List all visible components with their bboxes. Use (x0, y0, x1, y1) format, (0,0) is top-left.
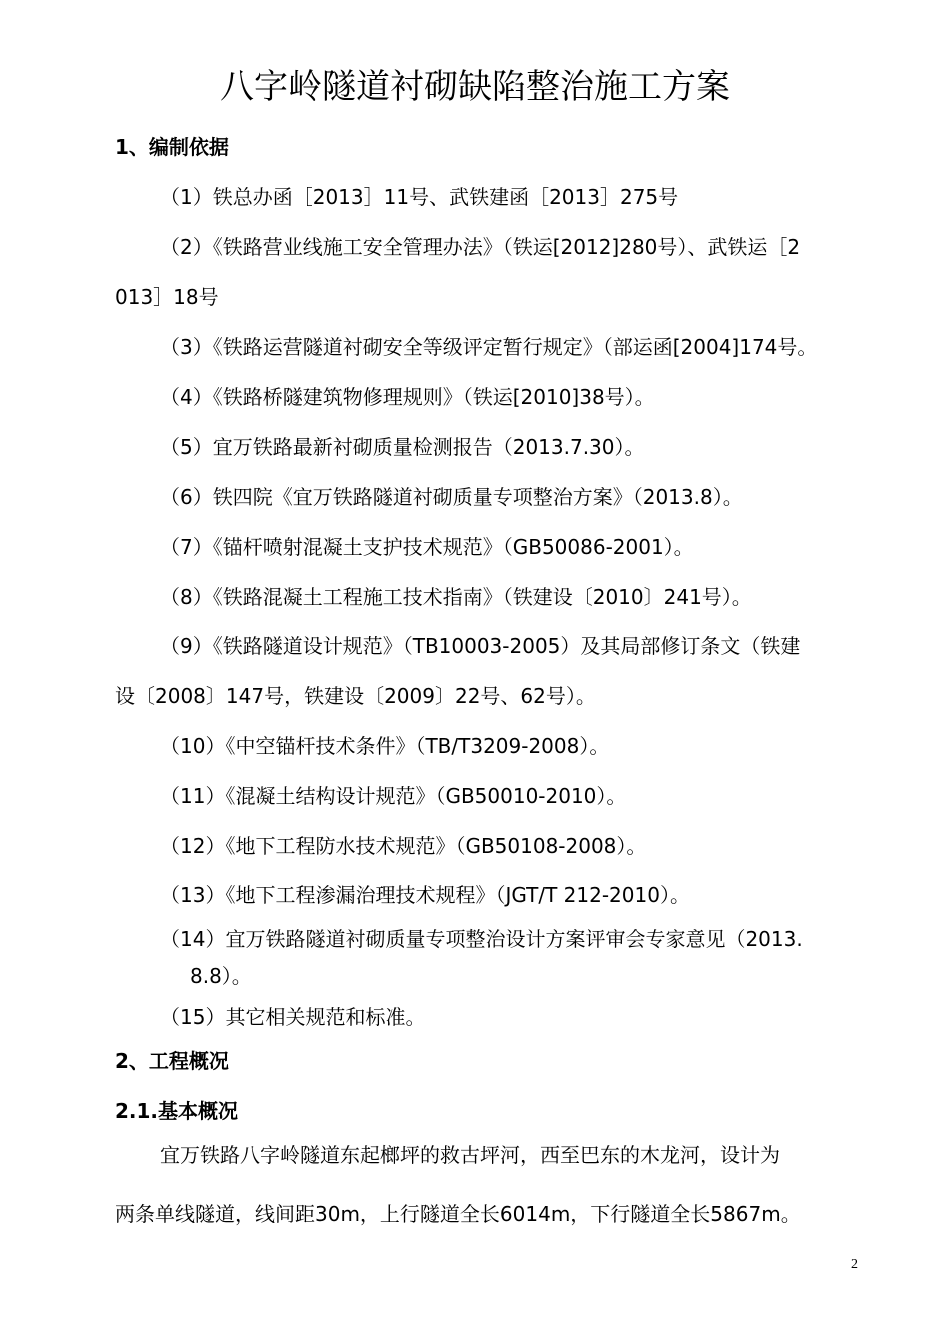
reference-item-1: （1）铁总办函［2013］11号、武铁建函［2013］275号 (160, 185, 679, 209)
reference-item-4: （4）《铁路桥隧建筑物修理规则》（铁运[2010]38号）。 (160, 385, 655, 409)
reference-item-10: （10）《中空锚杆技术条件》（TB/T3209-2008）。 (160, 734, 610, 758)
overview-paragraph-line-1: 宜万铁路八字岭隧道东起榔坪的救古坪河，西至巴东的木龙河，设计为 (160, 1143, 780, 1167)
reference-item-3: （3）《铁路运营隧道衬砌安全等级评定暂行规定》（部运函[2004]174号。 (160, 335, 818, 359)
reference-item-11: （11）《混凝土结构设计规范》（GB50010-2010）。 (160, 784, 627, 808)
reference-item-2-cont: 013］18号 (115, 285, 219, 309)
reference-item-13: （13）《地下工程渗漏治理技术规程》（JGT/T 212-2010）。 (160, 883, 690, 907)
section-2-1-heading: 2.1.基本概况 (115, 1099, 239, 1123)
section-2-heading: 2、工程概况 (115, 1049, 229, 1073)
overview-paragraph-line-2: 两条单线隧道，线间距30m，上行隧道全长6014m，下行隧道全长5867m。 (115, 1202, 801, 1226)
reference-item-8: （8）《铁路混凝土工程施工技术指南》（铁建设〔2010〕241号）。 (160, 585, 752, 609)
reference-item-9: （9）《铁路隧道设计规范》（TB10003-2005）及其局部修订条文（铁建 (160, 634, 801, 658)
reference-item-14-cont: 8.8）。 (190, 964, 252, 988)
page-number: 2 (851, 1257, 858, 1272)
document-title: 八字岭隧道衬砌缺陷整治施工方案 (220, 67, 730, 107)
section-1-heading: 1、编制依据 (115, 135, 229, 159)
reference-item-6: （6）铁四院《宜万铁路隧道衬砌质量专项整治方案》（2013.8）。 (160, 485, 743, 509)
reference-item-5: （5）宜万铁路最新衬砌质量检测报告（2013.7.30）。 (160, 435, 645, 459)
reference-item-7: （7）《锚杆喷射混凝土支护技术规范》（GB50086-2001）。 (160, 535, 694, 559)
reference-item-2: （2）《铁路营业线施工安全管理办法》（铁运[2012]280号）、武铁运［2 (160, 235, 801, 259)
reference-item-15: （15）其它相关规范和标准。 (160, 1005, 426, 1029)
reference-item-9-cont: 设〔2008〕147号，铁建设〔2009〕22号、62号）。 (115, 684, 596, 708)
reference-item-14: （14）宜万铁路隧道衬砌质量专项整治设计方案评审会专家意见（2013. (160, 927, 803, 951)
reference-item-12: （12）《地下工程防水技术规范》（GB50108-2008）。 (160, 834, 647, 858)
